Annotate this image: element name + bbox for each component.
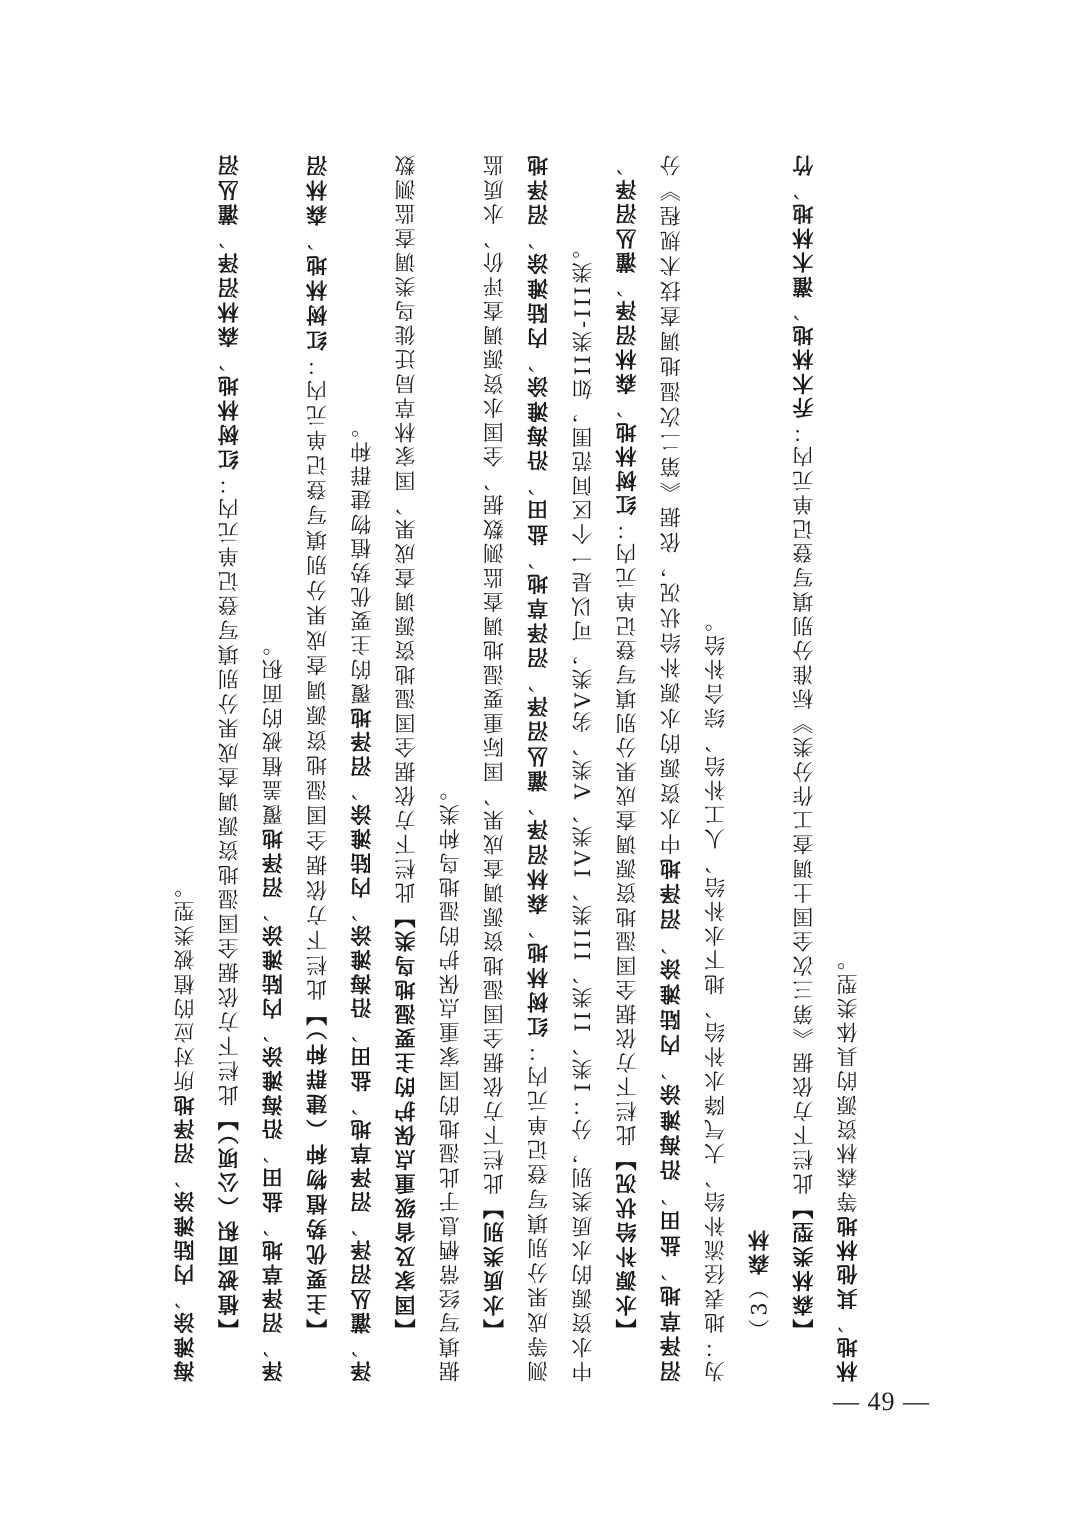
text-run: 、 [217,347,242,372]
bold-term: 沿海滩涂 [525,373,551,472]
bold-term: 【植被面积（公顷）】 [216,1105,242,1340]
text-run: 覆盖植被的面积。 [261,631,286,826]
paragraph [384,152,472,1382]
text-run: 、 [349,1212,374,1237]
bold-term: 沿海滩涂 [260,1043,286,1140]
bold-term: 内陆滩涂 [348,801,374,898]
bold-term: 森林沼泽 [614,297,640,395]
text-run: 、 [261,1139,286,1165]
bold-term: 红树林地 [304,251,330,352]
text-run: 、 [173,1164,197,1189]
text-run: 、 [791,176,816,201]
bold-term: 盐田 [260,1164,286,1213]
bold-term: 灌木林地 [790,200,816,298]
bold-term: 竹林地 [790,152,861,1382]
text-run: 、 [836,1309,861,1334]
text-run: 、 [349,776,374,802]
text-run: 、 [217,225,242,250]
page-number: — 49 — [833,1387,930,1416]
text-run: 此栏下方依据全国湿地资源调查成果、国家林草局迁徙鸟类调查监测数据填写经常栖息于此湿地的国家重点保护的湿地鸟种类。 [394,152,463,1382]
bold-term: 其他林地 [835,1212,861,1310]
text-run: 中水资源的水源补给状况，依据《第二次湿地调查技术规程》分为：地表径流补给、大气降水补给、地下水补给、人工补给、综合补给。 [659,152,728,1382]
bold-term: 红树林地 [614,418,640,516]
bold-term: 内陆滩涂 [172,1188,197,1286]
bold-term: 森林沼泽 [304,152,374,1382]
bold-term: 沼泽地 [525,152,551,226]
paragraph [296,152,384,1382]
text-run: 等森林资源的具体类型。 [836,946,861,1213]
text-run: 、 [261,1333,286,1358]
bold-term: 灌丛沼泽 [348,1236,374,1334]
text-run: 、 [659,1181,684,1207]
text-run: 中水资源的水质类别，分：I类、II类、III类、IV类、V类、劣V类，可以是一个区间范围，如II类-III类。 [570,234,595,1382]
bold-term: 盐田 [658,1206,684,1257]
text-run: 、 [349,1091,374,1116]
paragraph [207,152,295,1382]
paragraph [163,152,207,1382]
text-run: （3） [747,1275,772,1340]
text-run: 、 [349,1018,374,1044]
text-run: 、 [615,394,640,419]
bold-term: 【森林类型】 [790,1194,816,1340]
bold-term: 沼泽地 [172,1091,197,1165]
text-run: 、 [173,1285,197,1310]
bold-term: 【主要优势植物种（建群种）】 [304,1000,330,1340]
document-body-rotated [163,152,923,1382]
bold-term: 沼泽地 [260,825,286,898]
bold-term: 盐田 [525,496,551,546]
bold-term: 【水源补给状况】 [614,1146,640,1340]
bold-term: 内陆滩涂 [260,922,286,1019]
text-run: 、 [615,152,640,177]
text-run: 、 [526,545,551,570]
text-run: 此栏下方依据《第三次全国土调查工作分类》标准分别填写登记单元内： [791,418,816,1195]
bold-term: 沿海滩涂 [658,1080,684,1182]
bold-term: 森林沼泽 [216,249,242,348]
bold-term: 沼泽草地 [525,569,551,669]
bold-term: 内陆滩涂 [658,954,684,1056]
bold-term: 乔木林地 [790,321,816,419]
bold-term: 沼泽草地 [658,1281,684,1382]
bold-term: 盐田 [348,1043,374,1092]
bold-term: 沼泽草地 [260,1236,286,1334]
text-run: 、 [349,897,374,923]
text-run: 、 [615,273,640,298]
text-run: 、 [349,1333,374,1358]
text-run: 、 [659,929,684,955]
text-run: 、 [526,225,551,251]
text-run: 、 [526,668,551,693]
text-run: 此栏下方依据全国湿地资源调查成果分别填写登记单元内： [305,351,330,1001]
bold-term: 【水质类别】 [481,1194,507,1340]
bold-term: 灌丛沼泽 [525,692,551,792]
text-run: 、 [659,1256,684,1282]
paragraph [738,152,782,1382]
text-run: 、 [261,1018,286,1044]
text-run: 、 [791,297,816,322]
text-run: 、 [526,791,551,817]
text-run: 所对应的植被类型。 [173,873,197,1092]
bold-term: 灌丛沼泽 [614,176,640,274]
text-run: 、 [659,1055,684,1081]
text-run: 、 [261,1212,286,1237]
bold-term: 沿海滩涂 [348,922,374,1019]
text-run: 、 [261,897,286,923]
bold-term: 红树林地 [216,371,242,470]
text-run: 覆的主要优势植物建群种。 [349,413,374,705]
text-run: 此栏下方依据全国湿地资源调查成果分别填写登记单元内： [615,515,640,1147]
text-run: 、 [526,348,551,374]
bold-term: 沼泽草地 [348,1115,374,1213]
text-run: 、 [526,914,551,940]
bold-term: 内陆滩涂 [525,250,551,349]
bold-term: 森林 [746,1226,772,1276]
bold-term: 沼泽地 [348,704,374,777]
bold-term: 沼泽地 [658,854,684,930]
bold-term: 灌丛沼泽 [216,152,286,1382]
bold-term: 红树林地 [525,939,551,1038]
bold-term: 海滩涂 [172,1309,197,1382]
bold-term: 森林沼泽 [525,816,551,915]
paragraph [472,152,605,1382]
paragraph [605,152,738,1382]
text-run: 此栏下方依据全国湿地资源调查成果分别填写登记单元内： [217,469,242,1106]
text-run: 、 [526,471,551,497]
bold-term: 【国家及省级重点保护的主要湿地鸟类】 [393,903,419,1340]
paragraph [782,152,870,1382]
text-run: 此栏下方依据全国湿地资源调查成果、国际重要湿地调查监测数据、全国水资源调查评价、水质监测等成果分别填写登记单元内： [482,152,551,1382]
text-run: 、 [305,226,330,252]
